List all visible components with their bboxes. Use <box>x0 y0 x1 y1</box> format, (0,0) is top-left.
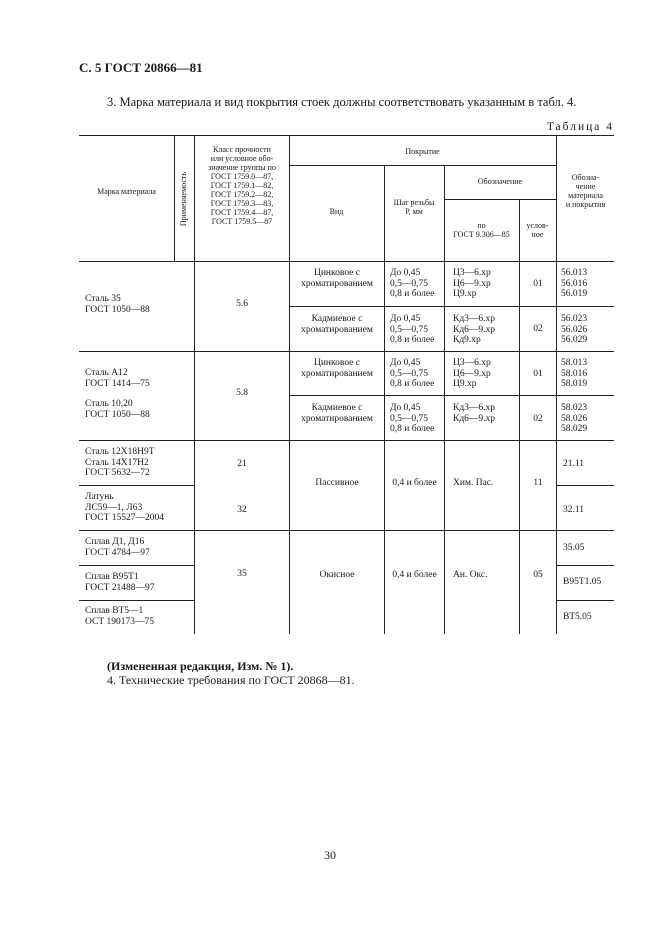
code-cell <box>561 268 613 300</box>
oxide-type: Окисное <box>319 570 355 580</box>
materials-table <box>79 135 614 634</box>
header-material: Марка материала <box>97 187 156 196</box>
pitch-cell <box>390 314 444 346</box>
page-header: С. 5 ГОСТ 20866—81 <box>79 60 203 75</box>
material-line: Сталь 35 <box>85 294 121 304</box>
strength-cell: 35 <box>237 569 247 579</box>
type-line: хроматированием <box>301 324 373 335</box>
material-cell <box>85 447 193 479</box>
material-cell <box>85 537 193 558</box>
pitch-line: 0,5—0,75 <box>390 368 428 379</box>
code-line: 58.026 <box>561 413 588 424</box>
material-line: Сталь А12 <box>85 368 128 378</box>
pitch-line: 0,8 и более <box>390 289 435 299</box>
header-type: Вид <box>329 207 344 216</box>
strength-line: значение группы по <box>208 163 276 172</box>
code-line: 56.023 <box>561 314 588 324</box>
gost-line: Кд6—9.хр <box>453 413 496 424</box>
pitch-cell <box>390 358 444 390</box>
pitch-line: 0,8 и более <box>390 335 435 345</box>
type-line: Кадмиевое с <box>311 403 363 413</box>
strength-cell: 32 <box>237 505 247 515</box>
type-line: Цинковое с <box>313 268 360 278</box>
cond-cell: 02 <box>533 324 543 334</box>
code-line: 56.026 <box>561 324 588 335</box>
material-cell <box>85 606 193 627</box>
code-line: 56.013 <box>561 268 588 278</box>
page-number: 30 <box>324 848 336 862</box>
type-line: Цинковое с <box>313 358 360 368</box>
material-line: Сталь 12Х18Н9Т <box>85 447 155 457</box>
strength-line: или условное обо- <box>210 154 274 163</box>
cond-cell: 01 <box>533 279 543 289</box>
gost-line: Ц3—6.хр <box>453 268 491 278</box>
material-cell <box>85 368 193 389</box>
code-line: 58.023 <box>561 403 588 413</box>
pitch-line: P, мм <box>405 207 423 216</box>
strength-line: ГОСТ 1759.0—87, <box>210 172 274 181</box>
table-caption: Таблица 4 <box>546 121 614 133</box>
pitch-line: До 0,45 <box>390 403 421 413</box>
strength-line: ГОСТ 1759.2—82, <box>210 190 274 199</box>
header-strength <box>195 145 289 226</box>
material-line: ГОСТ 1050—88 <box>85 409 150 420</box>
pitch-cell <box>390 268 444 300</box>
mc-line: чение <box>575 182 596 191</box>
cond-cell: 01 <box>533 369 543 379</box>
strength-cell: 5.6 <box>236 299 248 309</box>
pitch-line: 0,5—0,75 <box>390 324 428 335</box>
gost-line: Кд9.хр <box>453 335 481 345</box>
gost-cell <box>453 403 519 424</box>
pitch-line: Шаг резьбы <box>393 198 435 207</box>
passive-cond: 11 <box>533 478 543 488</box>
material-line: ГОСТ 15527—2004 <box>85 513 164 523</box>
pitch-line: 0,5—0,75 <box>390 413 428 424</box>
type-line: хроматированием <box>301 278 373 289</box>
strength-line: Класс прочности <box>213 145 271 154</box>
gost-cell <box>453 268 519 300</box>
mc-line: и покрытия <box>565 200 606 209</box>
gost-cell <box>453 358 519 390</box>
oxide-code: 35.05 <box>563 543 585 553</box>
mc-line: материала <box>568 191 603 200</box>
material-line: Сплав В95Т1 <box>85 572 139 582</box>
header-pitch <box>384 198 444 216</box>
material-line: ОСТ 190173—75 <box>85 616 154 627</box>
strength-cell: 5.8 <box>236 388 248 398</box>
coating-type-cell <box>290 268 384 289</box>
material-cell <box>85 492 193 524</box>
material-line: ГОСТ 21488—97 <box>85 582 155 593</box>
header-gost <box>444 221 519 239</box>
cond-line: ное <box>531 230 544 239</box>
cond-cell: 02 <box>533 414 543 424</box>
code-cell <box>561 314 613 346</box>
gost-line: Кд3—6.хр <box>453 403 496 413</box>
gost-line: Ц9.хр <box>453 379 477 389</box>
passive-type: Пассивное <box>315 478 359 488</box>
code-line: 58.013 <box>561 358 588 368</box>
gost-line: Кд6—9.хр <box>453 324 496 335</box>
oxide-code: В95Т1.05 <box>563 577 602 587</box>
header-applicability: Применяемость <box>179 171 188 227</box>
material-cell <box>85 572 193 593</box>
type-line: хроматированием <box>301 413 373 424</box>
pitch-line: До 0,45 <box>390 314 421 324</box>
gost-line: ГОСТ 9.306—85 <box>453 230 510 239</box>
header-designation: Обозначение <box>477 177 523 186</box>
gost-line: Кд3—6.хр <box>453 314 496 324</box>
strength-line: ГОСТ 1759.4—87, <box>210 208 274 217</box>
mc-line: Обозна- <box>571 173 600 182</box>
material-line: ГОСТ 1050—88 <box>85 304 150 315</box>
passive-gost: Хим. Пас. <box>453 478 494 488</box>
pitch-line: До 0,45 <box>390 268 421 278</box>
code-line: 56.029 <box>561 335 588 345</box>
oxide-pitch: 0,4 и более <box>392 570 437 580</box>
code-line: 56.019 <box>561 289 588 299</box>
type-line: хроматированием <box>301 368 373 379</box>
pitch-cell <box>390 403 444 435</box>
material-cell <box>85 399 193 420</box>
type-line: Кадмиевое с <box>311 314 363 324</box>
material-line: Сталь 10,20 <box>85 399 133 409</box>
material-line: ГОСТ 1414—75 <box>85 378 150 389</box>
strength-line: ГОСТ 1759.5—87 <box>211 217 273 226</box>
gost-line: Ц9.хр <box>453 289 477 299</box>
pitch-line: До 0,45 <box>390 358 421 368</box>
code-cell <box>561 358 613 390</box>
material-line: Латунь <box>85 492 114 502</box>
gost-line: по <box>477 221 486 230</box>
passive-code: 32.11 <box>563 505 585 515</box>
strength-line: ГОСТ 1759.3—83, <box>210 199 274 208</box>
coating-type-cell <box>290 403 384 424</box>
oxide-cond: 05 <box>533 570 543 580</box>
gost-line: Ц3—6.хр <box>453 358 491 368</box>
strength-line: ГОСТ 1759.1—82, <box>210 181 274 190</box>
code-cell <box>561 403 613 435</box>
passive-pitch: 0,4 и более <box>392 478 437 488</box>
gost-line: Ц6—9.хр <box>453 278 491 289</box>
code-line: 56.016 <box>561 278 588 289</box>
coating-type-cell <box>290 314 384 335</box>
material-line: ГОСТ 4784—97 <box>85 547 150 558</box>
passive-code: 21.11 <box>563 459 585 469</box>
strength-cell: 21 <box>237 459 247 469</box>
cond-line: услов- <box>526 221 549 230</box>
code-line: 58.016 <box>561 368 588 379</box>
oxide-code: ВТ5.05 <box>563 612 592 622</box>
pitch-line: 0,5—0,75 <box>390 278 428 289</box>
material-line: Сталь 14Х17Н2 <box>85 457 149 468</box>
material-cell <box>85 294 193 315</box>
material-line: Сплав Д1, Д16 <box>85 537 145 547</box>
code-line: 58.019 <box>561 379 588 389</box>
material-line: Сплав ВТ5—1 <box>85 606 144 616</box>
gost-cell <box>453 314 519 346</box>
coating-type-cell <box>290 358 384 379</box>
material-line: ЛС59—1, Л63 <box>85 502 143 513</box>
oxide-gost: Ан. Окс. <box>453 570 488 580</box>
code-line: 58.029 <box>561 424 588 434</box>
header-material-coating <box>557 173 614 209</box>
pitch-line: 0,8 и более <box>390 424 435 434</box>
header-cond <box>519 221 556 239</box>
header-coating: Покрытие <box>405 147 440 156</box>
gost-line: Ц6—9.хр <box>453 368 491 379</box>
pitch-line: 0,8 и более <box>390 379 435 389</box>
material-line: ГОСТ 5632—72 <box>85 468 150 478</box>
amendment-note: (Измененная редакция, Изм. № 1). <box>107 659 294 673</box>
paragraph-3: 3. Марка материала и вид покрытия стоек должны соответствовать указанным в табл. 4. <box>107 95 577 109</box>
item-4: 4. Технические требования по ГОСТ 20868—81. <box>107 673 355 687</box>
